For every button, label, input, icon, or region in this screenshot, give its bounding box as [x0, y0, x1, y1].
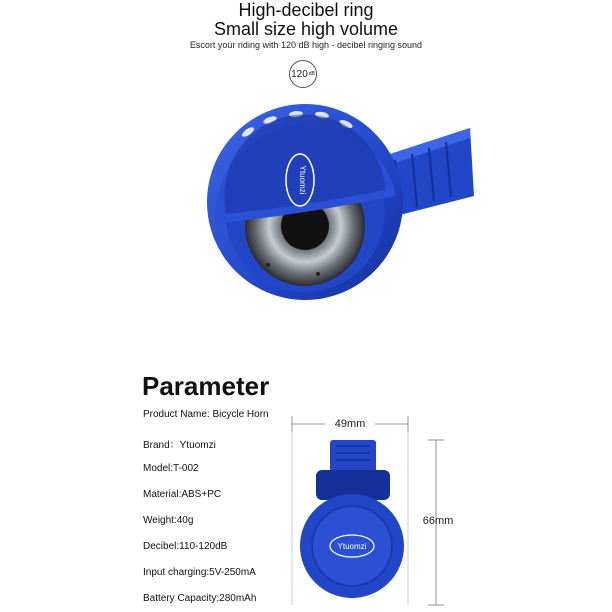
headline-title: High-decibel ring [238, 0, 374, 20]
spec-model: Model:T-002 [143, 463, 199, 474]
spec-product-name: Product Name: Bicycle Horn [143, 409, 269, 420]
width-label: 49mm [334, 418, 366, 430]
dimension-diagram [285, 408, 475, 612]
spec-input-charging: Input charging:5V-250mA [143, 567, 256, 578]
parameter-title: Parameter [142, 371, 270, 401]
headline-tagline: Escort your riding with 120 dB high - decibel ringing sound [189, 40, 423, 50]
spec-decibel: Decibel:110-120dB [143, 541, 228, 552]
height-dimension [423, 440, 454, 605]
decibel-badge [289, 60, 317, 88]
headline-subtitle: Small size high volume [213, 19, 399, 39]
height-label: 66mm [422, 515, 454, 527]
spec-brand: Brand：Ytuomzi [143, 440, 216, 451]
spec-battery: Battery Capacity:280mAh [143, 593, 257, 604]
brand-print-top: Ytuomzi [298, 165, 307, 195]
spec-weight: Weight:40g [143, 515, 194, 526]
brand-print-front: Ytuomzi [337, 542, 367, 551]
spec-material: Material:ABS+PC [143, 489, 222, 500]
horn-front-view [300, 440, 404, 598]
decibel-badge-value: 120 [291, 68, 308, 80]
decibel-badge-unit: dB [308, 71, 315, 77]
horn-cutaway-illustration [0, 90, 612, 340]
